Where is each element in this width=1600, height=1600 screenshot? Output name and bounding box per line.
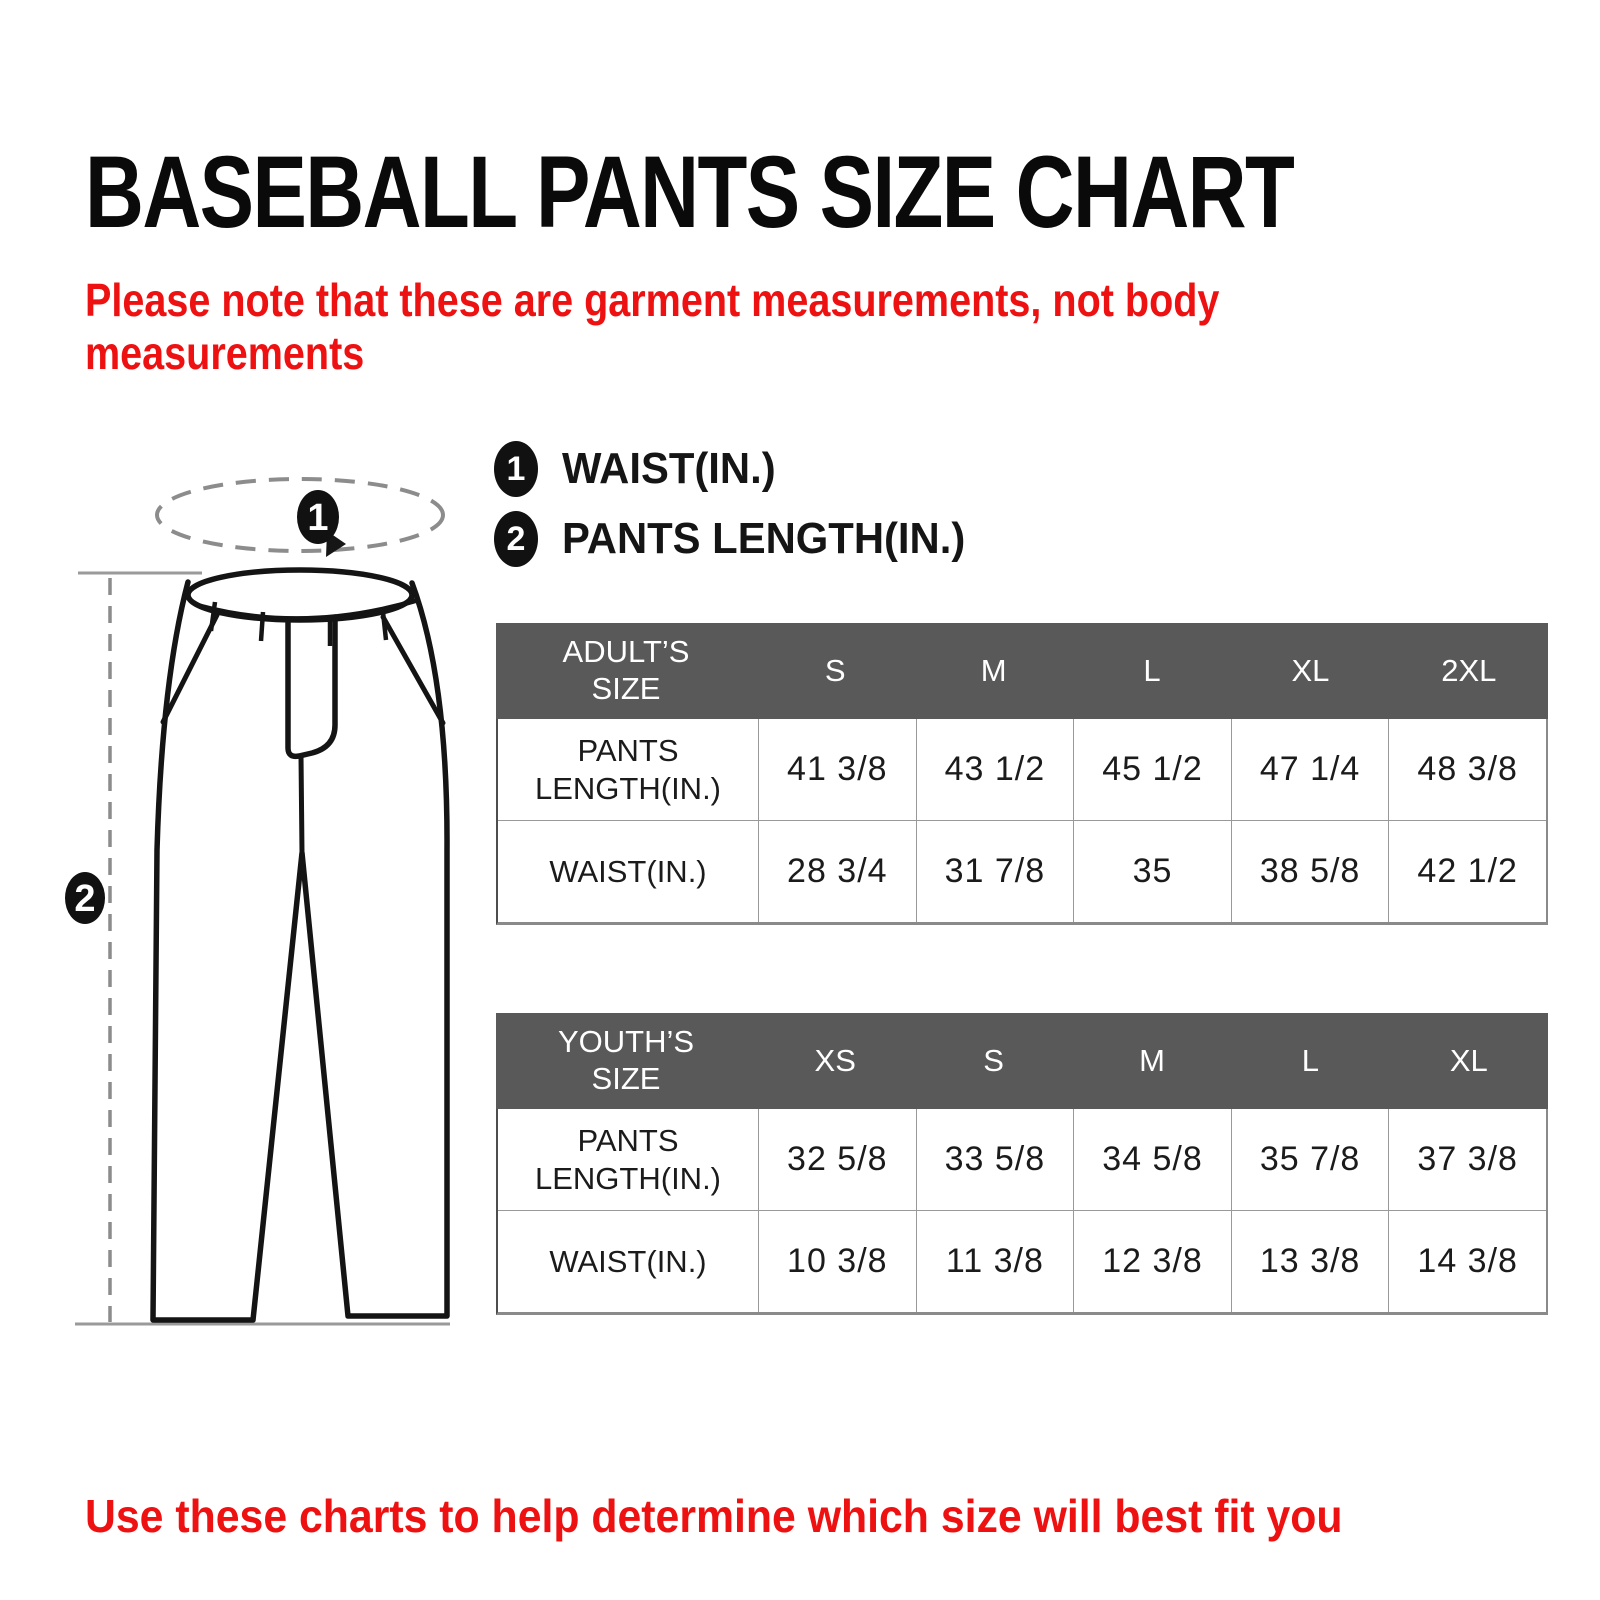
note-line-1: Please note that these are garment measurements, not body bbox=[85, 274, 1220, 326]
adult-header-s: S bbox=[824, 652, 846, 688]
cell-value: 28 3/4 bbox=[758, 821, 916, 922]
crotch-seam bbox=[301, 756, 302, 853]
cell-value: 12 3/8 bbox=[1073, 1211, 1231, 1312]
adult-size-table bbox=[496, 623, 1548, 925]
legend-item-pants-length bbox=[494, 510, 987, 568]
fit-advice-text: Use these charts to help determine which size will best fit you bbox=[85, 1490, 1343, 1542]
youth-header-l: L bbox=[1301, 1042, 1320, 1078]
cell-value: 47 1/4 bbox=[1231, 719, 1389, 820]
diagram-badge-1-number: 1 bbox=[307, 497, 329, 539]
pants-outline bbox=[153, 582, 447, 1320]
legend-label-pants-length: PANTS LENGTH(IN.) bbox=[562, 514, 966, 563]
cell-value: 34 5/8 bbox=[1073, 1109, 1231, 1210]
badge-1-icon: 1 bbox=[494, 441, 538, 497]
youth-row-waist bbox=[498, 1210, 1546, 1312]
row-label: PANTS LENGTH(IN.) bbox=[535, 733, 721, 806]
cell-value: 33 5/8 bbox=[916, 1109, 1074, 1210]
cell-value: 14 3/8 bbox=[1388, 1211, 1546, 1312]
cell-value: 37 3/8 bbox=[1388, 1109, 1546, 1210]
cell-value: 31 7/8 bbox=[916, 821, 1074, 922]
cell-value: 13 3/8 bbox=[1231, 1211, 1389, 1312]
youth-header-xs: XS bbox=[814, 1042, 856, 1078]
cell-value: 48 3/8 bbox=[1388, 719, 1546, 820]
youth-row-pants-length bbox=[498, 1109, 1546, 1210]
youth-size-table bbox=[496, 1013, 1548, 1315]
youth-header-m: M bbox=[1139, 1042, 1165, 1078]
youth-header-s: S bbox=[983, 1042, 1004, 1078]
adult-header-label: ADULT’S SIZE bbox=[562, 634, 690, 706]
cell-value: 41 3/8 bbox=[758, 719, 916, 820]
cell-value: 45 1/2 bbox=[1073, 719, 1231, 820]
cell-value: 35 bbox=[1073, 821, 1231, 922]
adult-row-waist bbox=[498, 820, 1546, 922]
adult-row-pants-length bbox=[498, 719, 1546, 820]
youth-table-body bbox=[496, 1109, 1548, 1315]
youth-header-xl: XL bbox=[1449, 1042, 1488, 1078]
cell-value: 42 1/2 bbox=[1388, 821, 1546, 922]
cell-value: 10 3/8 bbox=[758, 1211, 916, 1312]
badge-2-icon: 2 bbox=[494, 511, 538, 567]
adult-header-2xl: 2XL bbox=[1441, 652, 1497, 688]
adult-table-header bbox=[496, 623, 1548, 719]
adult-header-xl: XL bbox=[1291, 652, 1330, 688]
note-line-2: measurements bbox=[85, 327, 365, 380]
belt-loop-dividers bbox=[211, 602, 386, 646]
pants-diagram bbox=[50, 430, 500, 1340]
adult-header-m: M bbox=[980, 652, 1007, 688]
adult-table-body bbox=[496, 719, 1548, 925]
diagram-badge-2-number: 2 bbox=[74, 878, 96, 920]
row-label: PANTS LENGTH(IN.) bbox=[535, 1123, 721, 1196]
cell-value: 38 5/8 bbox=[1231, 821, 1389, 922]
pocket-seams bbox=[163, 615, 443, 723]
youth-header-label: YOUTH’S SIZE bbox=[557, 1024, 695, 1096]
row-label: WAIST(IN.) bbox=[549, 1243, 707, 1279]
legend-label-waist: WAIST(IN.) bbox=[562, 444, 776, 493]
legend-item-waist bbox=[494, 440, 987, 498]
cell-value: 43 1/2 bbox=[916, 719, 1074, 820]
measurement-legend bbox=[494, 440, 987, 568]
cell-value: 32 5/8 bbox=[758, 1109, 916, 1210]
adult-header-l: L bbox=[1143, 652, 1161, 688]
garment-note bbox=[85, 274, 1404, 381]
cell-value: 11 3/8 bbox=[916, 1211, 1074, 1312]
page-title: BASEBALL PANTS SIZE CHART bbox=[85, 135, 1294, 250]
cell-value: 35 7/8 bbox=[1231, 1109, 1389, 1210]
row-label: WAIST(IN.) bbox=[549, 853, 707, 889]
youth-table-header bbox=[496, 1013, 1548, 1109]
